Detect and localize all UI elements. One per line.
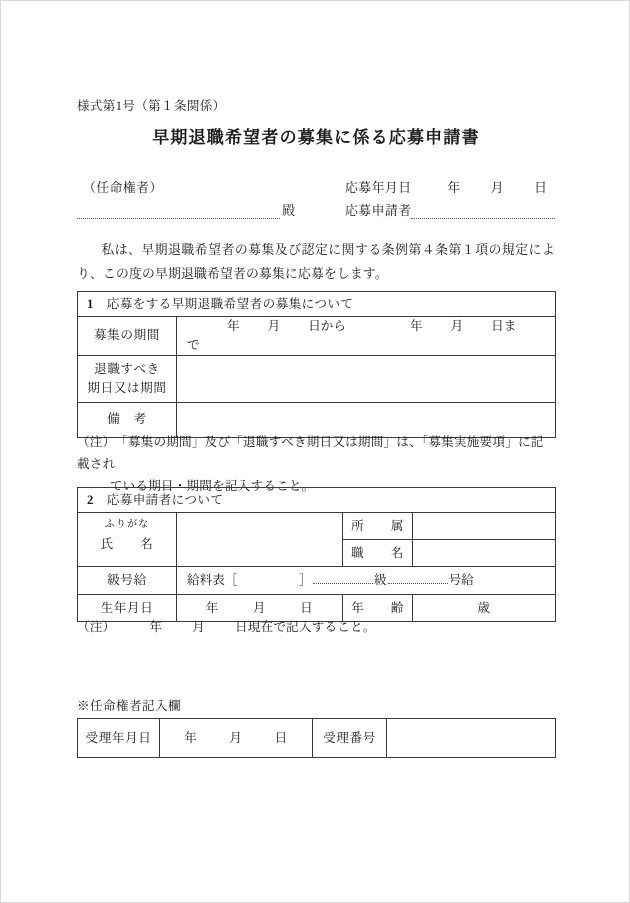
form-number: 様式第1号（第１条関係）	[77, 99, 226, 113]
name-value[interactable]	[177, 513, 343, 567]
application-date-label: 応募年月日	[345, 181, 412, 195]
section-2-table	[77, 487, 556, 622]
appointer-suffix: 殿	[282, 204, 295, 218]
affiliation-value[interactable]	[413, 513, 556, 540]
applicant-dotted-line[interactable]	[411, 204, 555, 219]
position-value[interactable]	[413, 540, 556, 567]
section-2-note	[77, 616, 555, 638]
birth-year: 年	[205, 600, 219, 615]
section-2-note-month: 月	[192, 620, 205, 634]
applicant-label: 応募申請者	[345, 204, 412, 218]
receipt-date-label: 受理年月日	[78, 719, 160, 758]
period-to-day: 日まで	[187, 319, 517, 352]
birth-day: 日	[300, 600, 314, 615]
section-3-table	[77, 718, 556, 758]
receipt-number-label: 受理番号	[313, 719, 387, 758]
period-to-month: 月	[450, 319, 464, 333]
section-1-number: 1	[87, 296, 94, 311]
section-2-heading-text: 応募申請者について	[106, 492, 224, 507]
appointer-input-line[interactable]	[77, 200, 295, 219]
applicant-field	[345, 200, 555, 219]
table-row	[78, 567, 556, 595]
age-label: 年 齢	[343, 595, 413, 622]
retirement-date-label	[78, 355, 177, 402]
period-from-month: 月	[267, 319, 281, 333]
furigana-label: ふりがな	[104, 519, 150, 530]
receipt-month: 月	[229, 730, 243, 745]
receipt-number-value[interactable]	[387, 719, 556, 758]
section-2-note-year: 年	[149, 620, 163, 634]
receipt-day: 日	[274, 730, 288, 745]
table-row	[78, 317, 556, 356]
grade-dotted-line[interactable]	[313, 572, 373, 584]
receipt-year: 年	[184, 730, 198, 745]
section-2-heading	[78, 488, 556, 513]
application-date-year: 年	[447, 181, 461, 195]
statement-line-2: の早期退職希望者の募集に応募をします。	[141, 266, 388, 281]
step-dotted-line[interactable]	[388, 572, 448, 584]
section-2-note-marker: （注）	[77, 620, 116, 634]
age-value[interactable]: 歳	[413, 595, 556, 622]
retirement-date-value[interactable]	[177, 355, 556, 402]
table-row	[78, 292, 556, 317]
step-unit: 号給	[448, 573, 474, 588]
section-1-table	[77, 291, 556, 438]
section-3-heading: ※任命権者記入欄	[77, 699, 181, 713]
recruit-period-value[interactable]	[177, 317, 556, 356]
section-1-note-line-1: 「募集の期間」及び「退職すべき期日又は期間」は、「募集実施要項」に記載され	[77, 435, 544, 472]
retirement-date-label-line-1: 退職すべき	[94, 361, 160, 376]
application-date-day: 日	[534, 181, 548, 195]
section-1-heading-text: 応募をする早期退職希望者の募集について	[106, 296, 354, 311]
section-2-number: 2	[87, 492, 94, 507]
period-from-year: 年	[227, 319, 240, 333]
recruit-period-label: 募集の期間	[78, 317, 177, 356]
retirement-date-label-line-2: 期日又は期間	[87, 380, 167, 395]
table-row	[78, 513, 556, 540]
application-date-month: 月	[490, 181, 505, 195]
position-label: 職 名	[343, 540, 413, 567]
section-1-heading	[78, 292, 556, 317]
birth-date-label: 生年月日	[78, 595, 177, 622]
grade-table-prefix: 給料表［	[187, 573, 238, 588]
application-date-field	[345, 177, 547, 196]
appointer-label: （任命権者）	[83, 181, 163, 195]
grade-value[interactable]	[177, 567, 556, 595]
section-1-note-marker: （注）	[77, 435, 116, 449]
period-from-day: 日から	[308, 319, 346, 333]
name-label: 氏 名	[100, 537, 154, 552]
period-to-year: 年	[409, 319, 423, 333]
page-title: 早期退職希望者の募集に係る応募申請書	[152, 128, 480, 147]
appointer-dotted-line[interactable]	[77, 204, 280, 219]
name-label-cell	[78, 513, 177, 567]
receipt-date-value[interactable]	[160, 719, 313, 758]
remarks-label: 備 考	[78, 402, 177, 437]
grade-table-suffix: ］	[299, 573, 312, 588]
statement-paragraph	[77, 239, 555, 286]
grade-unit: 級	[373, 573, 387, 588]
header-block	[77, 177, 555, 223]
table-row	[78, 488, 556, 513]
statement-line-1: 私は、早期退職希望者の募集及び認定に関する条例第４条第１項の規定により、この度	[77, 243, 555, 281]
table-row	[78, 719, 556, 758]
grade-label: 級号給	[78, 567, 177, 595]
affiliation-label: 所 属	[343, 513, 413, 540]
section-2-note-text: 日現在で記入すること。	[234, 620, 376, 634]
table-row	[78, 355, 556, 402]
section-1-note-line-2: ている期日・期間を記入すること。	[109, 479, 315, 494]
birth-month: 月	[252, 600, 267, 615]
